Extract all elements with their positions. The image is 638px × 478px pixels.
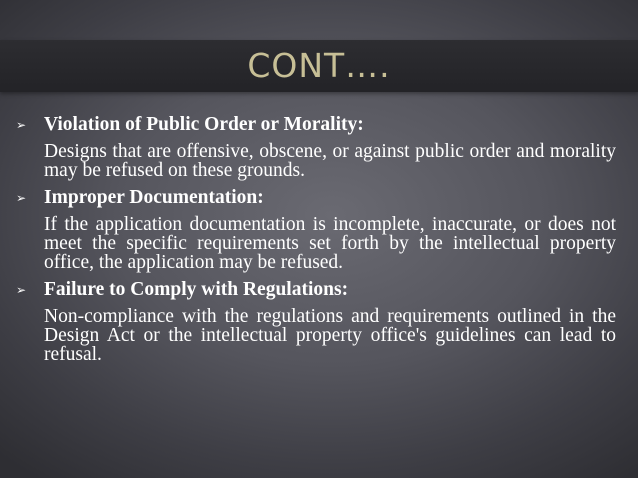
heading-text: Violation of Public Order or Morality: <box>44 114 364 135</box>
arrow-bullet-icon: ➢ <box>16 118 27 132</box>
bullet-heading-documentation <box>16 188 616 207</box>
slide-content <box>16 115 616 372</box>
bullet-paragraph-public-order: Designs that are offensive, obscene, or against public order and morality may be refused on these grounds. <box>44 141 616 181</box>
bullet-heading-public-order <box>16 115 616 134</box>
arrow-bullet-icon: ➢ <box>16 191 27 205</box>
heading-text: Failure to Comply with Regulations: <box>44 279 349 300</box>
arrow-bullet-icon: ➢ <box>16 283 27 297</box>
bullet-paragraph-documentation: If the application documentation is incomplete, inaccurate, or does not meet the specific requirements set forth by the intellectual property office, the application may be refused. <box>44 214 616 273</box>
heading-text: Improper Documentation: <box>44 187 264 208</box>
bullet-heading-regulations <box>16 280 616 299</box>
bullet-paragraph-regulations: Non-compliance with the regulations and requirements outlined in the Design Act or the intellectual property office's guidelines can lead to refusal. <box>44 306 616 365</box>
slide-title: CONT…. <box>247 46 391 85</box>
